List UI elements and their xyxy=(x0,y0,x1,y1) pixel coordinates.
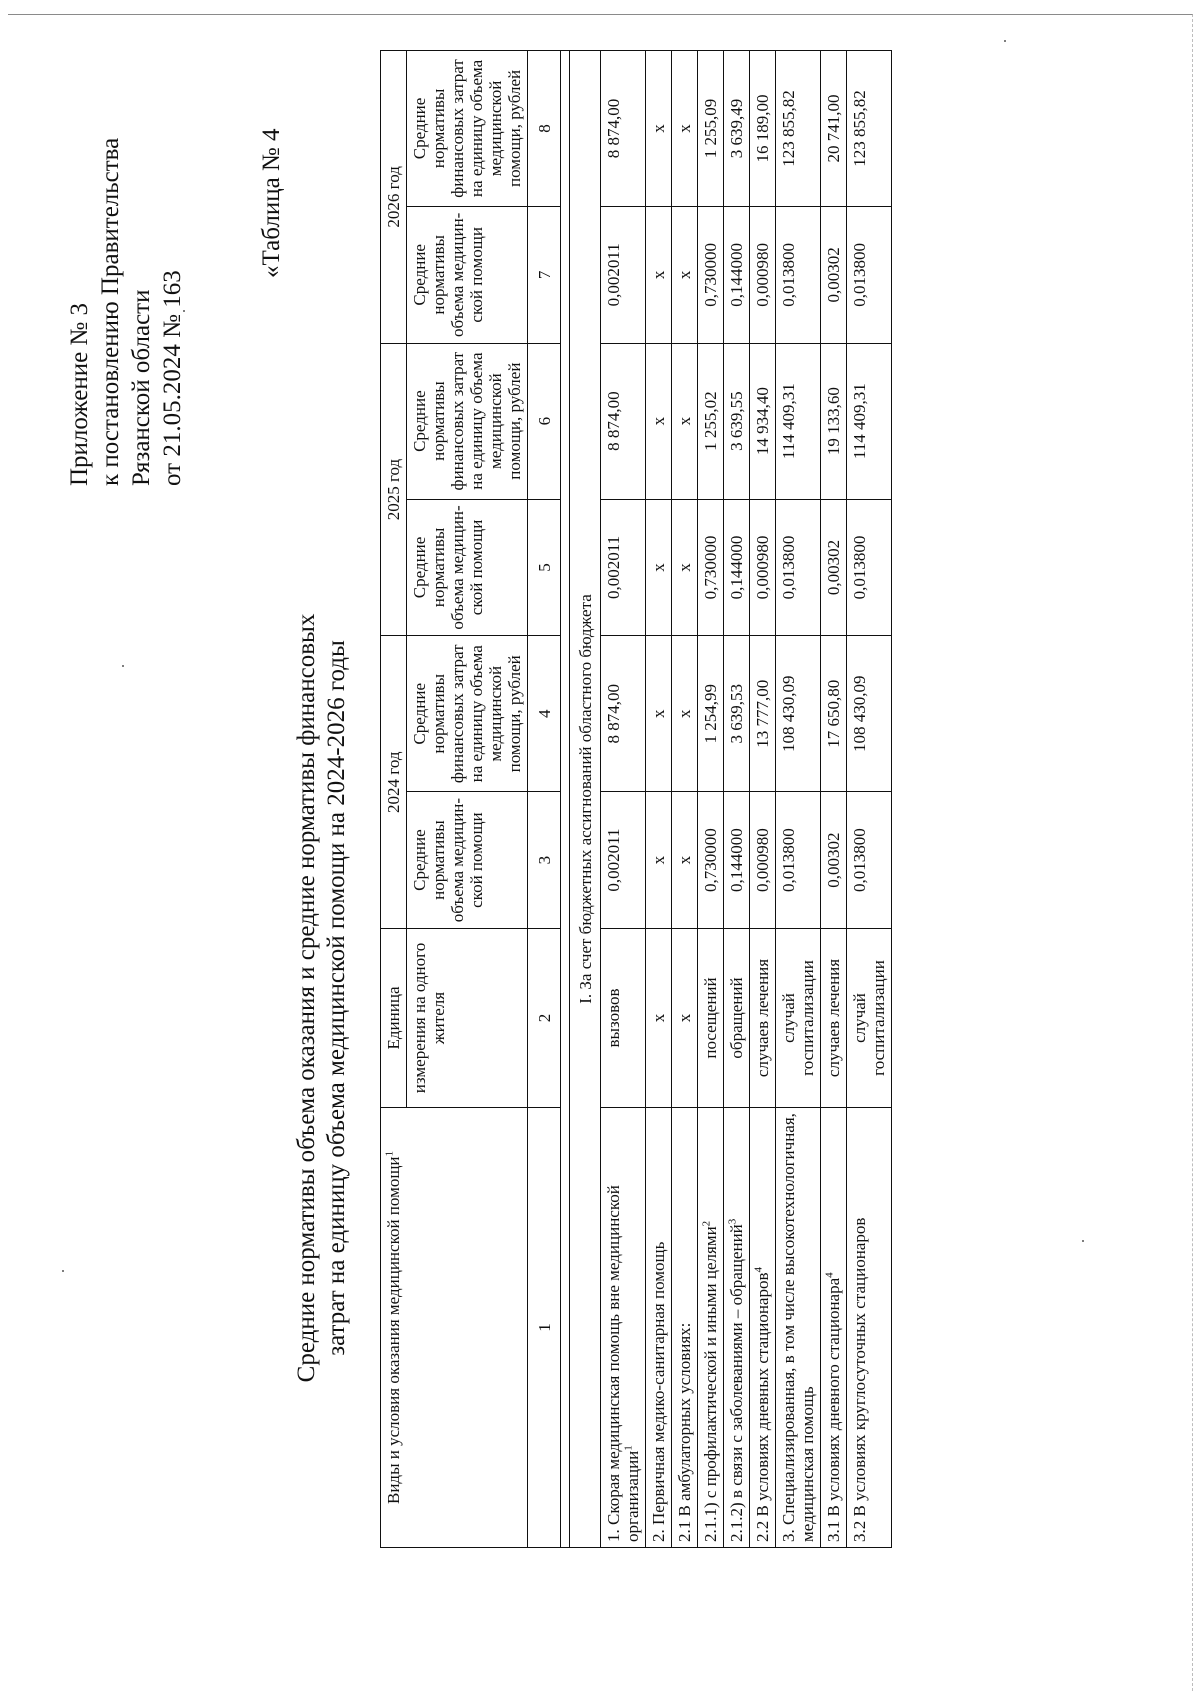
cost-2025-cell: 3 639,55 xyxy=(724,343,750,499)
cost-2026-cell: 16 189,00 xyxy=(750,51,776,207)
unit-cell: обращений xyxy=(724,929,750,1108)
cost-2026-cell: 3 639,49 xyxy=(724,51,750,207)
volume-2024-cell: 0,002011 xyxy=(601,792,646,929)
table-row xyxy=(601,51,646,1548)
row-name: 3.1 В условиях дневного стационара xyxy=(824,1277,843,1542)
row-name-cell xyxy=(821,1107,847,1547)
row-name-cell xyxy=(847,1107,892,1547)
row-name: 3.2 В условиях круглосуточных стационаров xyxy=(850,1217,869,1542)
footnote-mark: 1 xyxy=(622,1445,635,1451)
row-name-cell xyxy=(724,1107,750,1547)
appendix-line: Рязанской области xyxy=(128,289,155,486)
row-name: 3. Специализированная, в том числе высокотехнологичная, медицинская помощь xyxy=(779,1113,817,1542)
volume-2024-cell: 0,00302 xyxy=(821,792,847,929)
volume-header-2024: Средние нормативы объема медицин-ской помощи xyxy=(407,792,528,929)
unit-header-top xyxy=(381,929,407,1108)
volume-2025-cell: x xyxy=(646,499,672,636)
row-name: 2.1 В амбулаторных условиях: xyxy=(675,1322,694,1542)
cost-2024-cell: 108 430,09 xyxy=(847,636,892,792)
volume-header-2025: Средние нормативы объема медицин-ской помощи xyxy=(407,499,528,636)
volume-2026-cell: x xyxy=(672,206,698,343)
volume-2025-cell: 0,013800 xyxy=(776,499,821,636)
table-row xyxy=(724,51,750,1548)
row-name-cell xyxy=(750,1107,776,1547)
row-name-cell xyxy=(672,1107,698,1547)
volume-2026-cell: 0,144000 xyxy=(724,206,750,343)
unit-cell: случаев лечения xyxy=(821,929,847,1108)
footnote-mark: 4 xyxy=(823,1272,836,1278)
cost-2026-cell: x xyxy=(646,51,672,207)
volume-2025-cell: 0,013800 xyxy=(847,499,892,636)
column-number: 7 xyxy=(528,206,561,343)
volume-2024-cell: x xyxy=(646,792,672,929)
column-number: 4 xyxy=(528,636,561,792)
volume-2025-cell: 0,002011 xyxy=(601,499,646,636)
table-row xyxy=(750,51,776,1548)
table-number: «Таблица № 4 xyxy=(258,128,285,278)
table-row xyxy=(646,51,672,1548)
unit-header-line1: Единица xyxy=(384,986,403,1050)
volume-2026-cell: 0,013800 xyxy=(776,206,821,343)
appendix-line: Приложение № 3 xyxy=(66,302,93,486)
year-2024-header: 2024 год xyxy=(381,636,407,929)
column-number: 1 xyxy=(528,1107,561,1547)
section-row xyxy=(570,51,601,1548)
unit-cell: вызовов xyxy=(601,929,646,1108)
volume-2026-cell: 0,000980 xyxy=(750,206,776,343)
column-number: 3 xyxy=(528,792,561,929)
volume-2024-cell: 0,013800 xyxy=(776,792,821,929)
spacer-cell xyxy=(561,51,570,1548)
volume-2025-cell: 0,730000 xyxy=(698,499,724,636)
cost-2026-cell: 123 855,82 xyxy=(847,51,892,207)
cost-2025-cell: 8 874,00 xyxy=(601,343,646,499)
volume-2025-cell: 0,000980 xyxy=(750,499,776,636)
volume-header-2026: Средние нормативы объема медицин-ской помощи xyxy=(407,206,528,343)
document-title xyxy=(292,548,352,1448)
volume-2025-cell: 0,144000 xyxy=(724,499,750,636)
volume-2024-cell: 0,000980 xyxy=(750,792,776,929)
row-name-cell xyxy=(698,1107,724,1547)
column-number: 8 xyxy=(528,51,561,207)
volume-2026-cell: 0,00302 xyxy=(821,206,847,343)
cost-2025-cell: 1 255,02 xyxy=(698,343,724,499)
year-header-row xyxy=(381,51,407,1548)
cost-2024-cell: 8 874,00 xyxy=(601,636,646,792)
table-row xyxy=(776,51,821,1548)
cost-header-2026: Средние нормативы финансовых затрат на единицу объема медицинской помощи, рублей xyxy=(407,51,528,207)
cost-header-2024: Средние нормативы финансовых затрат на единицу объема медицинской помощи, рублей xyxy=(407,636,528,792)
year-2025-header: 2025 год xyxy=(381,343,407,636)
cost-2024-cell: 17 650,80 xyxy=(821,636,847,792)
cost-2025-cell: 19 133,60 xyxy=(821,343,847,499)
cost-2024-cell: 3 639,53 xyxy=(724,636,750,792)
row-name-cell xyxy=(776,1107,821,1547)
row-name: 2. Первичная медико-санитарная помощь xyxy=(649,1241,668,1542)
appendix-line: от 21.05.2024 № 163 xyxy=(159,270,186,486)
volume-2025-cell: 0,00302 xyxy=(821,499,847,636)
section-title: I. За счет бюджетных ассигнований областного бюджета xyxy=(570,51,601,1548)
row-name: 2.2 В условиях дневных стационаров xyxy=(753,1272,772,1542)
footnote-mark: 3 xyxy=(726,1218,739,1225)
volume-2026-cell: 0,002011 xyxy=(601,206,646,343)
cost-2026-cell: x xyxy=(672,51,698,207)
cost-2025-cell: x xyxy=(672,343,698,499)
footnote-mark: 4 xyxy=(752,1267,765,1273)
cost-2024-cell: 13 777,00 xyxy=(750,636,776,792)
column-number: 5 xyxy=(528,499,561,636)
volume-2026-cell: 0,013800 xyxy=(847,206,892,343)
volume-2024-cell: 0,730000 xyxy=(698,792,724,929)
table-row xyxy=(672,51,698,1548)
unit-cell: посещений xyxy=(698,929,724,1108)
column-number: 2 xyxy=(528,929,561,1108)
cost-header-2025: Средние нормативы финансовых затрат на единицу объема медицинской помощи, рублей xyxy=(407,343,528,499)
unit-header-bottom: измерения на одного жителя xyxy=(407,929,528,1108)
footnote-mark: 2 xyxy=(700,1220,713,1227)
appendix-line: к постановлению Правительства xyxy=(97,137,124,486)
table-row xyxy=(698,51,724,1548)
cost-2025-cell: x xyxy=(646,343,672,499)
title-line: затрат на единицу объема медицинской помощи на 2024-2026 годы xyxy=(323,640,350,1356)
year-2026-header: 2026 год xyxy=(381,51,407,344)
types-header-sup: 1 xyxy=(383,1150,396,1157)
types-header xyxy=(381,1107,528,1547)
types-header-text: Виды и условия оказания медицинской помощи xyxy=(384,1156,403,1504)
title-line: Средние нормативы объема оказания и средние нормативы финансовых xyxy=(293,613,320,1383)
row-name: 1. Скорая медицинская помощь вне медицинской организации xyxy=(604,1185,642,1542)
cost-2025-cell: 114 409,31 xyxy=(776,343,821,499)
volume-2026-cell: x xyxy=(646,206,672,343)
row-name-cell xyxy=(601,1107,646,1547)
volume-2026-cell: 0,730000 xyxy=(698,206,724,343)
table-row xyxy=(821,51,847,1548)
cost-2024-cell: x xyxy=(646,636,672,792)
volume-2024-cell: 0,144000 xyxy=(724,792,750,929)
volume-2024-cell: x xyxy=(672,792,698,929)
spacer-row xyxy=(561,51,570,1548)
unit-cell: x xyxy=(646,929,672,1108)
cost-2024-cell: x xyxy=(672,636,698,792)
cost-2024-cell: 1 254,99 xyxy=(698,636,724,792)
volume-2024-cell: 0,013800 xyxy=(847,792,892,929)
unit-cell: случай госпитализации xyxy=(776,929,821,1108)
column-number: 6 xyxy=(528,343,561,499)
row-name: 2.1.1) с профилактической и иными целями xyxy=(701,1226,720,1542)
row-name: 2.1.2) в связи с заболеваниями – обращений xyxy=(727,1224,746,1542)
unit-cell: x xyxy=(672,929,698,1108)
column-numbers-row xyxy=(528,51,561,1548)
unit-cell: случай госпитализации xyxy=(847,929,892,1108)
volume-2025-cell: x xyxy=(672,499,698,636)
table-row xyxy=(847,51,892,1548)
cost-2026-cell: 20 741,00 xyxy=(821,51,847,207)
norms-table xyxy=(380,50,892,1548)
cost-2026-cell: 1 255,09 xyxy=(698,51,724,207)
cost-2024-cell: 108 430,09 xyxy=(776,636,821,792)
appendix-block xyxy=(64,26,188,486)
cost-2025-cell: 14 934,40 xyxy=(750,343,776,499)
cost-2026-cell: 8 874,00 xyxy=(601,51,646,207)
cost-2025-cell: 114 409,31 xyxy=(847,343,892,499)
unit-cell: случаев лечения xyxy=(750,929,776,1108)
row-name-cell xyxy=(646,1107,672,1547)
cost-2026-cell: 123 855,82 xyxy=(776,51,821,207)
